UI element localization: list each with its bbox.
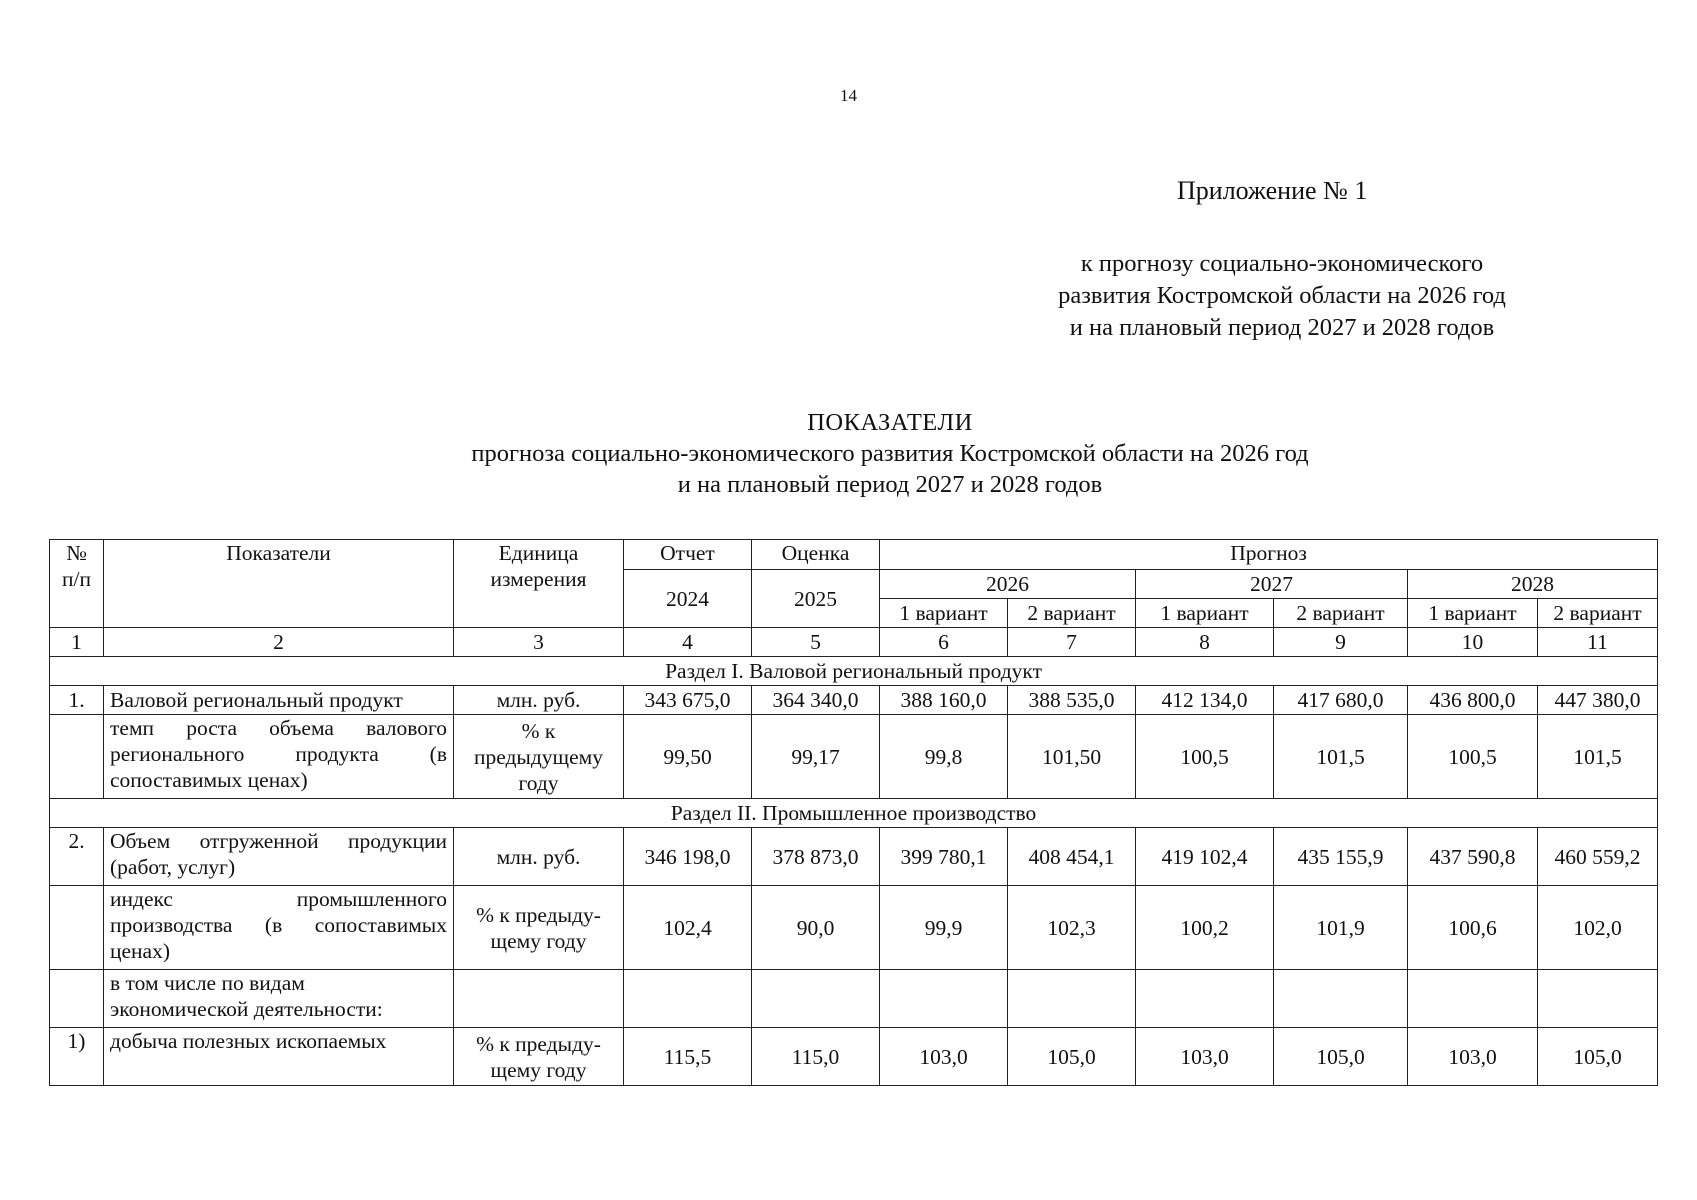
row-value: 419 102,4 — [1136, 828, 1274, 886]
row-num — [50, 886, 104, 970]
row-value: 460 559,2 — [1538, 828, 1658, 886]
row-value: 100,2 — [1136, 886, 1274, 970]
row-value — [1008, 970, 1136, 1028]
row-value — [752, 970, 880, 1028]
row-num: 1. — [50, 686, 104, 715]
row-unit: % к предыдущему году — [454, 715, 624, 799]
row-value: 408 454,1 — [1008, 828, 1136, 886]
header-year-2026: 2026 — [880, 570, 1136, 599]
row-indicator: Валовой региональный продукт — [104, 686, 454, 715]
row-unit: % к предыду-щему году — [454, 1028, 624, 1086]
header-variant-1: 1 вариант — [1408, 599, 1538, 628]
row-value: 105,0 — [1274, 1028, 1408, 1086]
row-value — [1274, 970, 1408, 1028]
row-value: 101,50 — [1008, 715, 1136, 799]
table-row — [50, 686, 1658, 715]
row-indicator: индекс промышленного производства (в сопоставимых ценах) — [104, 886, 454, 970]
section-row — [50, 799, 1658, 828]
column-number: 1 — [50, 628, 104, 657]
header-variant-1: 1 вариант — [1136, 599, 1274, 628]
row-value: 105,0 — [1008, 1028, 1136, 1086]
row-value: 412 134,0 — [1136, 686, 1274, 715]
row-unit: млн. руб. — [454, 828, 624, 886]
column-number: 5 — [752, 628, 880, 657]
header-variant-1: 1 вариант — [880, 599, 1008, 628]
page-number: 14 — [840, 86, 857, 105]
row-value: 100,5 — [1136, 715, 1274, 799]
row-value — [1538, 970, 1658, 1028]
row-indicator: добыча полезных ископаемых — [104, 1028, 454, 1086]
row-value: 101,5 — [1538, 715, 1658, 799]
row-value: 417 680,0 — [1274, 686, 1408, 715]
column-number: 2 — [104, 628, 454, 657]
title-subline: и на плановый период 2027 и 2028 годов — [677, 471, 1103, 498]
row-value: 101,5 — [1274, 715, 1408, 799]
row-num: 2. — [50, 828, 104, 886]
column-number: 6 — [880, 628, 1008, 657]
row-value: 100,6 — [1408, 886, 1538, 970]
row-value: 103,0 — [1136, 1028, 1274, 1086]
row-value: 447 380,0 — [1538, 686, 1658, 715]
table-row — [50, 886, 1658, 970]
column-number: 8 — [1136, 628, 1274, 657]
row-value: 364 340,0 — [752, 686, 880, 715]
row-value: 388 160,0 — [880, 686, 1008, 715]
row-value: 103,0 — [1408, 1028, 1538, 1086]
row-indicator: темп роста объема валового регионального продукта (в сопоставимых ценах) — [104, 715, 454, 799]
column-number: 7 — [1008, 628, 1136, 657]
row-value: 100,5 — [1408, 715, 1538, 799]
title-subline: прогноза социально-экономического развития Костромской области на 2026 год — [471, 440, 1309, 467]
appendix-ref-line: к прогнозу социально-экономического — [1080, 250, 1484, 277]
row-value — [624, 970, 752, 1028]
column-number: 9 — [1274, 628, 1408, 657]
row-num — [50, 970, 104, 1028]
row-value: 102,0 — [1538, 886, 1658, 970]
header-unit: Единица измерения — [454, 540, 624, 628]
row-value: 99,50 — [624, 715, 752, 799]
header-year-2024: 2024 — [624, 570, 752, 628]
row-num: 1) — [50, 1028, 104, 1086]
row-value: 435 155,9 — [1274, 828, 1408, 886]
header-year-2028: 2028 — [1408, 570, 1658, 599]
row-value: 115,5 — [624, 1028, 752, 1086]
row-value: 99,8 — [880, 715, 1008, 799]
row-unit — [454, 970, 624, 1028]
header-forecast: Прогноз — [880, 540, 1658, 570]
header-year-2027: 2027 — [1136, 570, 1408, 599]
appendix-reference — [992, 248, 1572, 344]
row-indicator: в том числе по видам экономической деятельности: — [104, 970, 454, 1028]
column-number: 3 — [454, 628, 624, 657]
row-value: 99,9 — [880, 886, 1008, 970]
header-estimate: Оценка — [752, 540, 880, 570]
row-value: 437 590,8 — [1408, 828, 1538, 886]
row-value: 103,0 — [880, 1028, 1008, 1086]
row-value — [1408, 970, 1538, 1028]
header-variant-2: 2 вариант — [1008, 599, 1136, 628]
row-value: 101,9 — [1274, 886, 1408, 970]
appendix-ref-line: развития Костромской области на 2026 год — [1058, 282, 1506, 309]
column-number: 11 — [1538, 628, 1658, 657]
table-row — [50, 828, 1658, 886]
row-value: 115,0 — [752, 1028, 880, 1086]
row-value: 399 780,1 — [880, 828, 1008, 886]
header-variant-2: 2 вариант — [1274, 599, 1408, 628]
row-unit: % к предыду-щему году — [454, 886, 624, 970]
table-row — [50, 970, 1658, 1028]
header-num: № п/п — [50, 540, 104, 628]
column-number: 10 — [1408, 628, 1538, 657]
header-report: Отчет — [624, 540, 752, 570]
row-value: 346 198,0 — [624, 828, 752, 886]
row-value: 436 800,0 — [1408, 686, 1538, 715]
section-row — [50, 657, 1658, 686]
row-num — [50, 715, 104, 799]
column-number-row — [50, 628, 1658, 657]
header-year-2025: 2025 — [752, 570, 880, 628]
header-variant-2: 2 вариант — [1538, 599, 1658, 628]
indicators-table-container — [49, 539, 1657, 1086]
row-value: 343 675,0 — [624, 686, 752, 715]
table-row — [50, 1028, 1658, 1086]
row-value: 102,3 — [1008, 886, 1136, 970]
indicators-table — [49, 539, 1658, 1086]
header-indicator: Показатели — [104, 540, 454, 628]
row-value — [1136, 970, 1274, 1028]
row-value: 102,4 — [624, 886, 752, 970]
title-heading: ПОКАЗАТЕЛИ — [807, 409, 973, 436]
table-row — [50, 715, 1658, 799]
row-value: 388 535,0 — [1008, 686, 1136, 715]
column-number: 4 — [624, 628, 752, 657]
row-value: 378 873,0 — [752, 828, 880, 886]
row-value: 105,0 — [1538, 1028, 1658, 1086]
section-title: Раздел II. Промышленное производство — [50, 799, 1658, 828]
row-unit: млн. руб. — [454, 686, 624, 715]
row-value — [880, 970, 1008, 1028]
document-title — [0, 407, 1697, 500]
section-title: Раздел I. Валовой региональный продукт — [50, 657, 1658, 686]
row-indicator: Объем отгруженной продукции (работ, услуг) — [104, 828, 454, 886]
row-value: 90,0 — [752, 886, 880, 970]
row-value: 99,17 — [752, 715, 880, 799]
appendix-label: Приложение № 1 — [1177, 176, 1368, 205]
appendix-ref-line: и на плановый период 2027 и 2028 годов — [1069, 314, 1495, 341]
